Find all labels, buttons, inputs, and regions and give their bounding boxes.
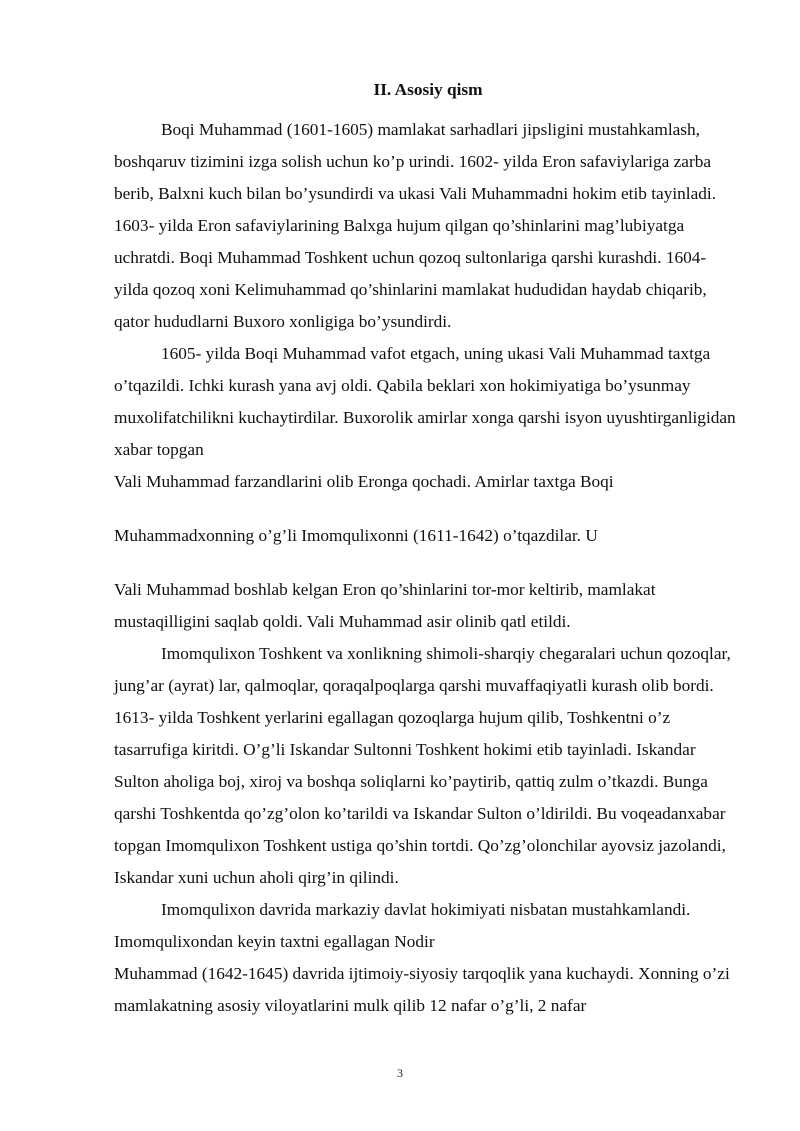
paragraph-toshkent-campaign: Imomqulixon Toshkent va xonlikning shimoli-sharqiy chegaralari uchun qozoqlar, jung’ar (ayrat) lar, qalmoqlar, qoraqalpoqlarga qarshi muvaffaqiyatli kurash olib bordi. 1613- yilda Toshkent yerlarini egallagan qozoqlarga hujum qilib, Toshkentni o’z tasarrufiga kiritdi. O’g’li Iskandar Sultonni Toshkent hokimi etib tayinladi. Iskandar Sulton aholiga boj, xiroj va boshqa soliqlarni ko’paytirib, qattiq zulm o’tkazdi. Bunga qarshi Toshkentda qo’zg’olon ko’tarildi va Iskandar Sulton o’ldirildi. Bu voqeadanxabar topgan Imomqulixon Toshkent ustiga qo’shin tortdi. Qo’zg’olonchilar ayovsiz jazolandi, Iskandar xuni uchun aholi qirg’in qilindi. bbox=[114, 644, 731, 887]
paragraph-central-power: Imomqulixon davrida markaziy davlat hokimiyati nisbatan mustahkamlandi. Imomqulixondan keyin taxtni egallagan Nodir bbox=[114, 900, 691, 951]
section-title: II. Asosiy qism bbox=[373, 80, 483, 99]
paragraph-nodir-muhammad: Muhammad (1642-1645) davrida ijtimoiy-siyosiy tarqoqlik yana kuchaydi. Xonning o’zi mamlakatning asosiy viloyatlarini mulk qilib 12 nafar o’g’li, 2 nafar bbox=[114, 964, 730, 1015]
paragraph-vali-muhammad: 1605- yilda Boqi Muhammad vafot etgach, uning ukasi Vali Muhammad taxtga o’tqazildi. Ichki kurash yana avj oldi. Qabila beklari xon hokimiyatiga bo’ysunmay muxolifatchilikni kuchaytirdilar. Buxorolik amirlar xonga qarshi isyon uyushtirganligidan xabar topgan bbox=[114, 344, 736, 459]
page-content bbox=[114, 76, 742, 1022]
paragraph-independence: Vali Muhammad boshlab kelgan Eron qo’shinlarini tor-mor keltirib, mamlakat mustaqilligini saqlab qoldi. Vali Muhammad asir olinib qatl etildi. bbox=[114, 580, 656, 631]
page-number: 3 bbox=[397, 1066, 403, 1080]
paragraph-line-imomqulixon-enthroned: Muhammadxonning o’g’li Imomqulixonni (1611-1642) o’tqazdilar. U bbox=[114, 526, 598, 545]
paragraph-line-flees: Vali Muhammad farzandlarini olib Eronga qochadi. Amirlar taxtga Boqi bbox=[114, 472, 614, 491]
paragraph-boqi-muhammad: Boqi Muhammad (1601-1605) mamlakat sarhadlari jipsligini mustahkamlash, boshqaruv tizimini izga solish uchun ko’p urindi. 1602- yilda Eron safaviylariga zarba berib, Balxni kuch bilan bo’ysundirdi va ukasi Vali Muhammadni hokim etib tayinladi. 1603- yilda Eron safaviylarining Balxga hujum qilgan qo’shinlarini mag’lubiyatga uchratdi. Boqi Muhammad Toshkent uchun qozoq sultonlariga qarshi kurashdi. 1604- yilda qozoq xoni Kelimuhammad qo’shinlarini mamlakat hududidan haydab chiqarib, qator hududlarni Buxoro xonligiga bo’ysundirdi. bbox=[114, 120, 717, 331]
